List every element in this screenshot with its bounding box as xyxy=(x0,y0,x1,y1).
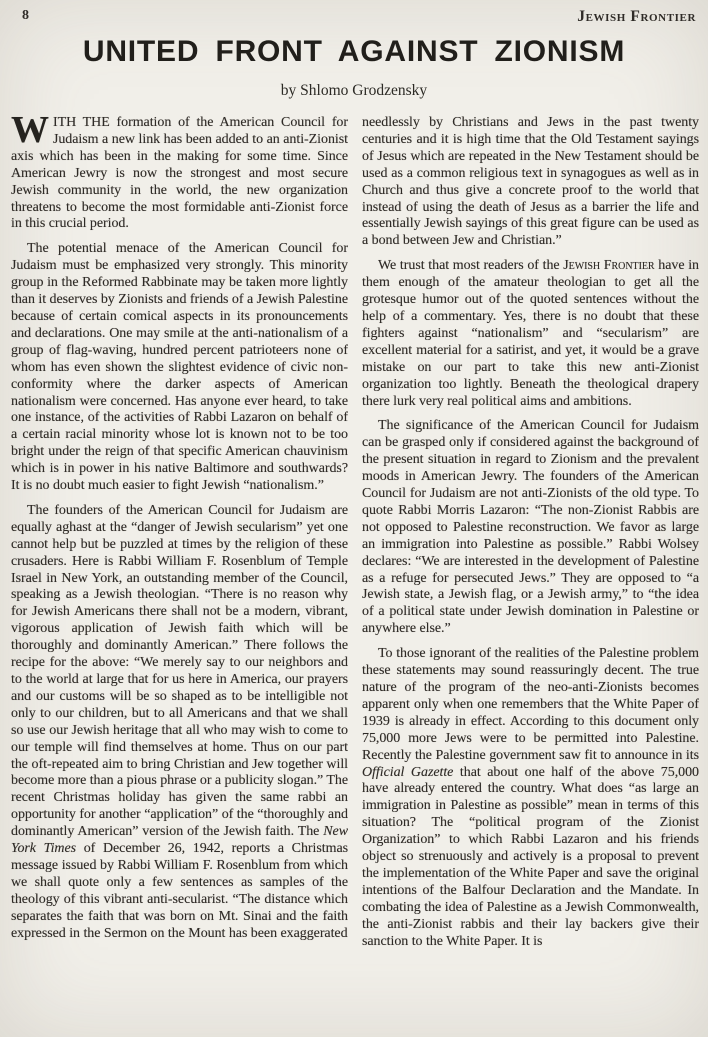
paragraph-5: We trust that most readers of the Jewish Frontier have in them enough of the amateur theologian to get all the grotesque humor out of the quoted sentences without the help of a commentary. Yes, there is no doubt that these fighters against “nationalism” and “secularism” are excellent material for a satirist, and yet, it would be a grave mistake on our part to take this new anti-Zionist organization too lightly. Beneath the theological drapery there lurk very real political aims and ambitions. xyxy=(362,258,699,409)
article-title: UNITED FRONT AGAINST ZIONISM xyxy=(82,35,626,68)
article-byline: by Shlomo Grodzensky xyxy=(280,82,428,99)
column-left xyxy=(11,115,348,1020)
paragraph-6: The significance of the American Council for Judaism can be grasped only if considered against the background of the present situation in regard to Zionism and the prevalent moods in American Jewry. The founders of the American Council for Judaism are not anti-Zionists of the old type. To quote Rabbi Morris Lazaron: “The non-Zionist Rabbis are not opposed to Palestine reconstruction. We favor as large an immigration into Palestine as possible.” Rabbi Wolsey declares: “We are interested in the development of Palestine as a refuge for persecuted Jews.” They are opposed to “a Jewish state, a Jewish flag, or a Jewish army,” to “the idea of a political state under Jewish domination in Palestine or anywhere else.” xyxy=(362,418,699,637)
dropcap-initial: W xyxy=(11,115,49,151)
masthead xyxy=(0,6,708,26)
paragraph-7: To those ignorant of the realities of the Palestine problem these statements may sound reassuringly decent. The true nature of the program of the neo-anti-Zionists becomes apparent only when one remembers that the White Paper of 1939 is already in effect. According to this document only 75,000 more Jews were to be permitted into Palestine. Recently the Palestine government saw fit to announce in its Official Gazette that about one half of the above 75,000 have already entered the country. What does “as large an immigration in Palestine as possible” mean in terms of this situation? The “political program of the Zionist Organization” to which Rabbi Lazaron and his friends object so strenuously and actively is a proposal to prevent the implementation of the White Paper and save the original intentions of the Balfour Declaration and the Mandate. In combating the idea of Palestine as a Jewish Commonwealth, the anti-Zionist rabbis and their lay backers give their sanction to the White Paper. It is xyxy=(362,646,699,949)
paragraph-1-text: ITH THE formation of the American Council for Judaism a new link has been added to an anti-Zionist axis which has been in the making for some time. Since American Jewry is now the strongest and most secure Jewish community in the world, the new organization threatens to become the most formidable anti-Zionist force in this crucial period. xyxy=(11,115,348,232)
column-right xyxy=(362,115,699,1020)
article-body xyxy=(0,115,708,1020)
paragraph-4: needlessly by Christians and Jews in the past twenty centuries and it is high time that the Old Testament sayings of Jesus which are repeated in the New Testament should be used as a common religious text in synagogues as well as in Church and thus give a concrete proof to the world that instead of using the death of Jesus as a barrier the life and essentially Jewish sayings of this great figure can be used as a bond between Jew and Christian.” xyxy=(362,115,699,249)
paragraph-2: The potential menace of the American Council for Judaism must be emphasized very strongly. This minority group in the Reformed Rabbinate may be taken more lightly than it deserves by Zionists and friends of a Jewish Palestine because of certain comical aspects in its pronouncements and declarations. One may smile at the anti-nationalism of a group of flag-waving, hundred percent patrioteers none of whom has even shown the slightest evidence of civic non-conformity where the darker aspects of American nationalism were concerned. Has anyone ever heard, to take one instance, of the activities of Rabbi Lazaron on behalf of a certain racial minority whose lot is known not to be too bright under the reign of that specific American chauvinism which is in power in his native Baltimore and southwards? It is no doubt much easier to fight Jewish “nationalism.” xyxy=(11,241,348,494)
journal-name: Jewish Frontier xyxy=(577,8,696,25)
page-number: 8 xyxy=(22,8,29,23)
paragraph-1 xyxy=(11,115,348,233)
paragraph-3: The founders of the American Council for Judaism are equally aghast at the “danger of Jewish secularism” yet one cannot help but be puzzled at times by the religion of these crusaders. Here is Rabbi William F. Rosenblum of Temple Israel in New York, an outstanding member of the Council, speaking as a Jewish theologian. “There is no reason why for Jewish Americans there shall not be a modern, vibrant, vigorous application of Jewish faith which will be thoroughly and dominantly American.” There follows the recipe for the above: “We merely say to our neighbors and to the world at large that for us here in America, our prayers and our customs will be so shaped as to be intelligible not only to our children, but to all Americans and that we shall so use our Jewish heritage that all who may wish to come to our temple will find themselves at home. Thus on our part the oft-repeated aim to bring Christian and Jew together will become more than a pious phrase or a publicity slogan.” The recent Christmas holiday has given the same rabbi an opportunity for another “application” of the “thoroughly and dominantly American” version of the Jewish faith. The New York Times of December 26, 1942, reports a Christmas message issued by Rabbi William F. Rosenblum from which we shall quote only a few sentences as samples of the theology of this vibrant anti-secularist. “The distance which separates the faith that was born on Mt. Sinai and the faith expressed in the Sermon on the Mount has been exaggerated xyxy=(11,502,348,941)
